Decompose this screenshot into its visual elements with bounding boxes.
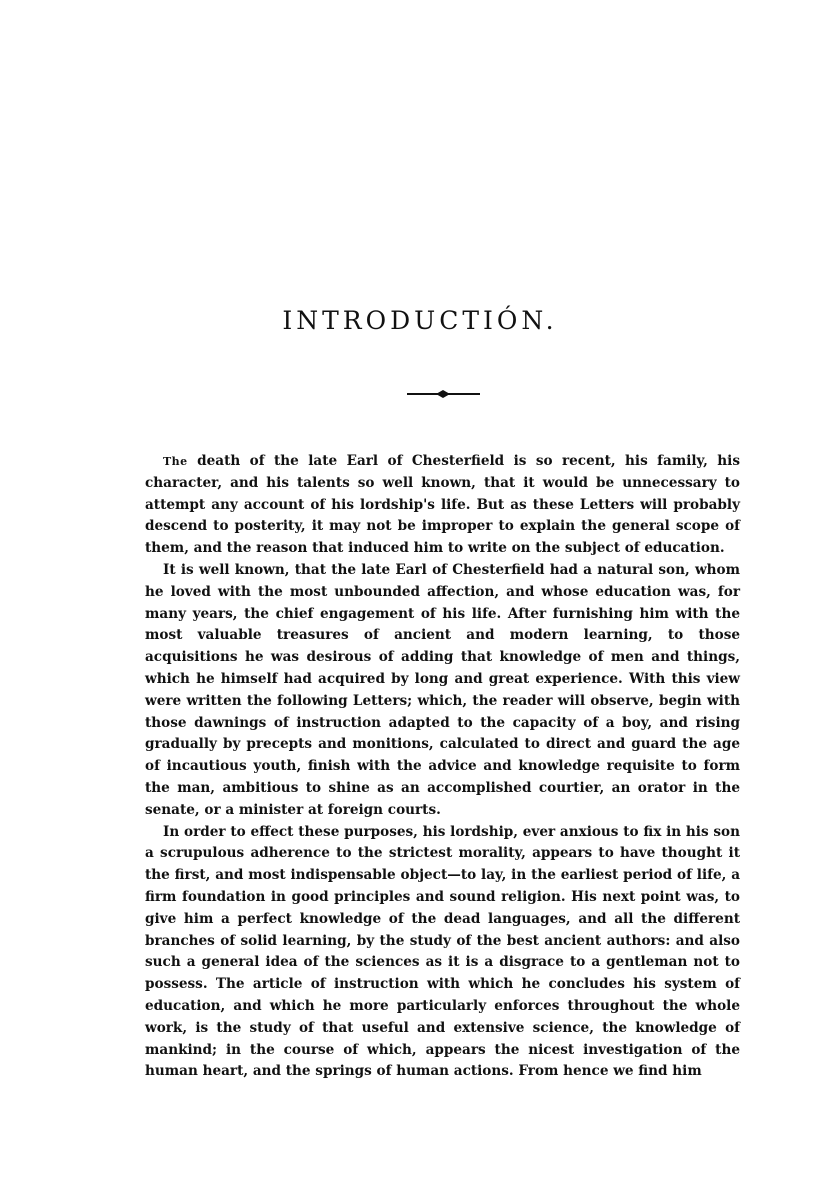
paragraph-text: In order to effect these purposes, his lordship, ever anxious to fix in his son a scrupulous adherence to the strictest morality, appears to have thought it the first, and most indispensable object—to lay, in the earliest period of life, a firm foundation in good principles and sound religion. His next point was, to give him a perfect knowledge of the dead languages, and all the different branches of solid learning, by the study of the best ancient authors: and also such a general idea of the sciences as it is a disgrace to a gentleman not to possess. The article of instruction with which he concludes his system of education, and which he more particularly enforces throughout the whole work, is the study of that useful and extensive science, the knowledge of mankind; in the course of which, appears the nicest investigation of the human heart, and the springs of human actions. From hence we find him — [145, 823, 740, 1080]
paragraph-text: death of the late Earl of Chesterfield is so recent, his family, his character, and his talents so well known, that it would be unnecessary to attempt any account of his lordship's life. But as these Letters will probably descend to posterity, it may not be improper to explain the general scope of them, and the reason that induced him to write on the subject of education. — [145, 453, 740, 557]
paragraph-2 — [145, 560, 740, 822]
paragraph-1 — [145, 451, 740, 560]
paragraph-text: It is well known, that the late Earl of Chesterfield had a natural son, whom he loved with the most unbounded affection, and whose education was, for many years, the chief engagement of his life. After furnishing him with the most valuable treasures of ancient and modern learning, to those acquisitions he was desirous of adding that knowledge of men and things, which he himself had acquired by long and great experience. With this view were written the following Letters; which, the reader will observe, begin with those dawnings of instruction adapted to the capacity of a boy, and rising gradually by precepts and monitions, calculated to direct and guard the age of incautious youth, finish with the advice and knowledge requisite to form the man, ambitious to shine as an accomplished courtier, an orator in the senate, or a minister at foreign courts. — [145, 561, 740, 818]
paragraph-3 — [145, 822, 740, 1084]
rule-with-diamond-icon — [407, 387, 480, 401]
paragraph-lead-word: The — [163, 455, 188, 468]
body-text — [145, 451, 740, 1083]
page-title: INTRODUCTIÓN. — [282, 306, 558, 335]
